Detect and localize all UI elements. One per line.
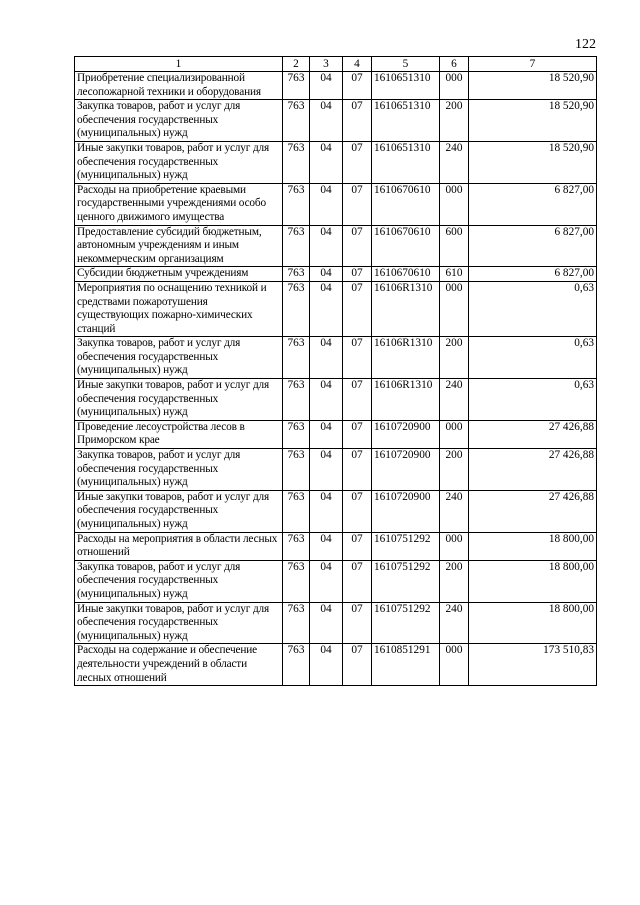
expense-name: Иные закупки товаров, работ и услуг для обеспечения государственных (муниципальных) нужд [75, 602, 283, 644]
subsection-code: 07 [343, 183, 372, 225]
section-code: 04 [310, 560, 343, 602]
expense-type-code: 200 [440, 337, 469, 379]
expense-type-code: 000 [440, 183, 469, 225]
expense-type-code: 240 [440, 602, 469, 644]
expense-name: Расходы на мероприятия в области лесных отношений [75, 532, 283, 560]
target-article-code: 16106R1310 [372, 281, 440, 336]
table-header-row [75, 57, 597, 72]
section-code: 04 [310, 100, 343, 142]
amount: 27 426,88 [469, 420, 597, 448]
target-article-code: 16106R1310 [372, 379, 440, 421]
subsection-code: 07 [343, 379, 372, 421]
subsection-code: 07 [343, 281, 372, 336]
table-row [75, 281, 597, 336]
ministry-code: 763 [283, 449, 310, 491]
expense-type-code: 240 [440, 490, 469, 532]
subsection-code: 07 [343, 72, 372, 100]
target-article-code: 1610751292 [372, 532, 440, 560]
expense-name: Закупка товаров, работ и услуг для обеспечения государственных (муниципальных) нужд [75, 560, 283, 602]
amount: 18 520,90 [469, 72, 597, 100]
section-code: 04 [310, 532, 343, 560]
target-article-code: 1610651310 [372, 141, 440, 183]
ministry-code: 763 [283, 379, 310, 421]
amount: 0,63 [469, 281, 597, 336]
expense-name: Закупка товаров, работ и услуг для обеспечения государственных (муниципальных) нужд [75, 449, 283, 491]
expense-type-code: 200 [440, 560, 469, 602]
subsection-code: 07 [343, 449, 372, 491]
amount: 0,63 [469, 337, 597, 379]
target-article-code: 1610751292 [372, 560, 440, 602]
subsection-code: 07 [343, 420, 372, 448]
column-header-2: 2 [283, 57, 310, 72]
expense-name: Приобретение специализированной лесопожарной техники и оборудования [75, 72, 283, 100]
expense-name: Иные закупки товаров, работ и услуг для обеспечения государственных (муниципальных) нужд [75, 490, 283, 532]
target-article-code: 16106R1310 [372, 337, 440, 379]
subsection-code: 07 [343, 225, 372, 267]
section-code: 04 [310, 72, 343, 100]
amount: 18 520,90 [469, 100, 597, 142]
section-code: 04 [310, 490, 343, 532]
ministry-code: 763 [283, 100, 310, 142]
expense-type-code: 240 [440, 141, 469, 183]
amount: 6 827,00 [469, 225, 597, 267]
ministry-code: 763 [283, 141, 310, 183]
target-article-code: 1610751292 [372, 602, 440, 644]
subsection-code: 07 [343, 602, 372, 644]
amount: 18 520,90 [469, 141, 597, 183]
expense-name: Расходы на приобретение краевыми государственными учреждениями особо ценного движимого имущества [75, 183, 283, 225]
expense-name: Иные закупки товаров, работ и услуг для обеспечения государственных (муниципальных) нужд [75, 379, 283, 421]
amount: 18 800,00 [469, 602, 597, 644]
target-article-code: 1610851291 [372, 644, 440, 686]
target-article-code: 1610651310 [372, 72, 440, 100]
table-row [75, 490, 597, 532]
expense-type-code: 000 [440, 644, 469, 686]
subsection-code: 07 [343, 490, 372, 532]
ministry-code: 763 [283, 532, 310, 560]
section-code: 04 [310, 183, 343, 225]
section-code: 04 [310, 420, 343, 448]
subsection-code: 07 [343, 644, 372, 686]
table-row [75, 602, 597, 644]
target-article-code: 1610720900 [372, 490, 440, 532]
table-body [75, 72, 597, 686]
ministry-code: 763 [283, 267, 310, 282]
table-row [75, 337, 597, 379]
column-header-7: 7 [469, 57, 597, 72]
section-code: 04 [310, 225, 343, 267]
table-row [75, 644, 597, 686]
section-code: 04 [310, 337, 343, 379]
amount: 6 827,00 [469, 267, 597, 282]
ministry-code: 763 [283, 560, 310, 602]
section-code: 04 [310, 281, 343, 336]
subsection-code: 07 [343, 100, 372, 142]
amount: 0,63 [469, 379, 597, 421]
section-code: 04 [310, 379, 343, 421]
ministry-code: 763 [283, 490, 310, 532]
expense-type-code: 200 [440, 449, 469, 491]
target-article-code: 1610670610 [372, 183, 440, 225]
table-row [75, 449, 597, 491]
section-code: 04 [310, 267, 343, 282]
target-article-code: 1610651310 [372, 100, 440, 142]
expense-type-code: 240 [440, 379, 469, 421]
expense-name: Субсидии бюджетным учреждениям [75, 267, 283, 282]
ministry-code: 763 [283, 337, 310, 379]
expense-name: Закупка товаров, работ и услуг для обеспечения государственных (муниципальных) нужд [75, 337, 283, 379]
expense-name: Проведение лесоустройства лесов в Приморском крае [75, 420, 283, 448]
table-row [75, 225, 597, 267]
expense-type-code: 000 [440, 281, 469, 336]
target-article-code: 1610720900 [372, 449, 440, 491]
ministry-code: 763 [283, 225, 310, 267]
table-row [75, 379, 597, 421]
amount: 18 800,00 [469, 560, 597, 602]
target-article-code: 1610670610 [372, 225, 440, 267]
table-row [75, 100, 597, 142]
subsection-code: 07 [343, 560, 372, 602]
page-number: 122 [575, 37, 596, 52]
expense-name: Закупка товаров, работ и услуг для обеспечения государственных (муниципальных) нужд [75, 100, 283, 142]
table-row [75, 560, 597, 602]
expense-type-code: 600 [440, 225, 469, 267]
section-code: 04 [310, 141, 343, 183]
section-code: 04 [310, 449, 343, 491]
section-code: 04 [310, 644, 343, 686]
expense-type-code: 000 [440, 72, 469, 100]
expense-type-code: 000 [440, 420, 469, 448]
expense-name: Иные закупки товаров, работ и услуг для обеспечения государственных (муниципальных) нужд [75, 141, 283, 183]
ministry-code: 763 [283, 602, 310, 644]
target-article-code: 1610720900 [372, 420, 440, 448]
target-article-code: 1610670610 [372, 267, 440, 282]
amount: 27 426,88 [469, 490, 597, 532]
column-header-4: 4 [343, 57, 372, 72]
table-row [75, 267, 597, 282]
expense-name: Предоставление субсидий бюджетным, автономным учреждениям и иным некоммерческим организациям [75, 225, 283, 267]
table-row [75, 532, 597, 560]
column-header-3: 3 [310, 57, 343, 72]
subsection-code: 07 [343, 337, 372, 379]
column-header-5: 5 [372, 57, 440, 72]
subsection-code: 07 [343, 141, 372, 183]
ministry-code: 763 [283, 644, 310, 686]
ministry-code: 763 [283, 420, 310, 448]
amount: 18 800,00 [469, 532, 597, 560]
table-row [75, 183, 597, 225]
section-code: 04 [310, 602, 343, 644]
column-header-6: 6 [440, 57, 469, 72]
subsection-code: 07 [343, 532, 372, 560]
budget-table [74, 56, 597, 686]
expense-type-code: 610 [440, 267, 469, 282]
expense-type-code: 200 [440, 100, 469, 142]
amount: 173 510,83 [469, 644, 597, 686]
subsection-code: 07 [343, 267, 372, 282]
ministry-code: 763 [283, 183, 310, 225]
table-row [75, 420, 597, 448]
expense-type-code: 000 [440, 532, 469, 560]
expense-name: Мероприятия по оснащению техникой и средствами пожаротушения существующих пожарно-химических станций [75, 281, 283, 336]
expense-name: Расходы на содержание и обеспечение деятельности учреждений в области лесных отношений [75, 644, 283, 686]
table-row [75, 141, 597, 183]
amount: 6 827,00 [469, 183, 597, 225]
ministry-code: 763 [283, 281, 310, 336]
ministry-code: 763 [283, 72, 310, 100]
column-header-1: 1 [75, 57, 283, 72]
amount: 27 426,88 [469, 449, 597, 491]
table-row [75, 72, 597, 100]
